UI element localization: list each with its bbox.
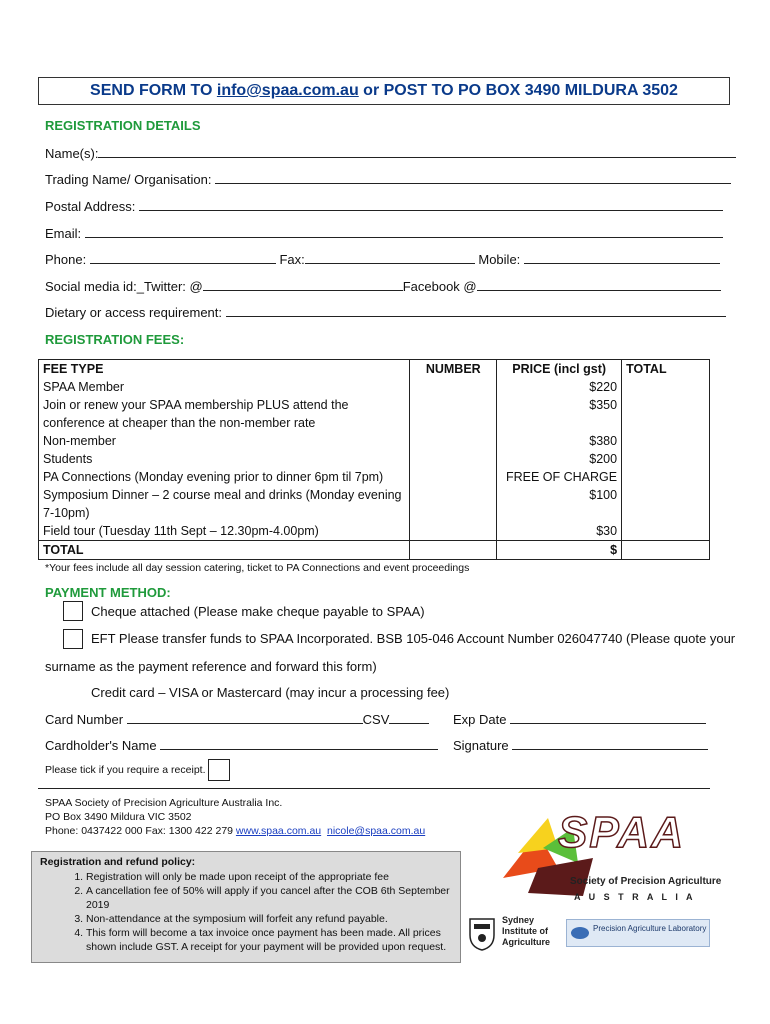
fee-row-join: Join or renew your SPAA membership PLUS attend the conference at cheaper than the non-member rate [43,398,349,430]
spaa-name: Society of Precision Agriculture [570,876,722,887]
exp-date-label: Exp Date [453,712,507,727]
spaa-country: A U S T R A L I A [574,892,696,902]
dietary-input[interactable] [226,305,726,317]
contact-po: PO Box 3490 Mildura VIC 3502 [45,811,192,823]
contact-phone-row [45,824,425,838]
eft-label-continued: surname as the payment reference and forward this form) [45,659,377,674]
policy-item: 4. This form will become a tax invoice once payment has been made. All prices shown include GST. A receipt for your payment will be provided upon request. [86,926,452,954]
price-member: $220 [589,380,618,394]
eft-checkbox[interactable] [63,629,83,649]
names-input[interactable] [98,146,736,158]
card-number-field [45,712,429,727]
fees-footnote: *Your fees include all day session catering, ticket to PA Connections and event proceedings [45,562,470,574]
contact-org: SPAA Society of Precision Agriculture Australia Inc. [45,797,283,809]
spaa-letters: SPAA [558,808,685,857]
sydney-institute-name: Sydney Institute of Agriculture [502,915,551,947]
header-banner [38,77,730,105]
number-header: NUMBER [425,362,481,376]
contact-phone: Phone: 0437422 000 Fax: 1300 422 279 [45,825,236,837]
number-column[interactable] [410,360,497,541]
names-field[interactable] [45,146,736,161]
trading-label: Trading Name/ Organisation: [45,172,212,187]
eft-label: EFT Please transfer funds to SPAA Incorporated. BSB 105-046 Account Number 026047740 (Please quote your [91,631,736,646]
policy-list [40,870,452,954]
refund-policy-box [31,851,461,963]
card-number-input[interactable] [127,712,363,724]
card-number-label: Card Number [45,712,124,727]
postal-field[interactable] [45,199,723,214]
facebook-input[interactable] [477,279,721,291]
email-field[interactable] [45,226,723,241]
fee-row-member: SPAA Member [43,380,125,394]
phone-input[interactable] [90,252,276,264]
email-input[interactable] [85,226,723,238]
policy-item: 2. A cancellation fee of 50% will apply if you cancel after the COB 6th September 2019 [86,884,452,912]
signature-field [453,738,708,753]
sydney-institute-logo [468,915,558,955]
fee-row-fieldtour: Field tour (Tuesday 11th Sept – 12.30pm-4.00pm) [43,524,319,538]
total-column[interactable] [622,360,710,541]
postal-label: Postal Address: [45,199,136,214]
csv-label: CSV [362,712,390,727]
price-connections: FREE OF CHARGE [505,470,618,484]
price-nonmember: $380 [589,434,618,448]
banner-prefix: SEND FORM TO [90,82,217,99]
price-dinner: $100 [589,488,618,502]
total-number-cell[interactable] [410,541,497,560]
exp-date-field [453,712,706,727]
registration-details-heading: REGISTRATION DETAILS [45,118,201,133]
csv-input[interactable] [389,712,429,724]
university-crest-icon [468,917,496,951]
payment-method-heading: PAYMENT METHOD: [45,585,171,600]
section-divider [38,788,710,789]
precision-ag-lab-name: Precision Agriculture Laboratory [593,924,707,933]
phone-row [45,252,720,267]
price-column [497,360,622,541]
fax-input[interactable] [305,252,475,264]
precision-ag-lab-logo [566,919,710,947]
mobile-input[interactable] [524,252,720,264]
total-header: TOTAL [626,362,667,376]
fees-table [38,359,710,560]
cheque-label: Cheque attached (Please make cheque payable to SPAA) [91,604,425,619]
fee-row-students: Students [43,452,93,466]
total-total-cell[interactable] [622,541,710,560]
total-value: $ [497,541,622,560]
cheque-checkbox[interactable] [63,601,83,621]
postal-input[interactable] [139,199,723,211]
fax-label: Fax: [279,252,305,267]
lab-emblem-icon [570,923,590,943]
policy-item: 3. Non-attendance at the symposium will forfeit any refund payable. [86,912,452,926]
policy-item: 1. Registration will only be made upon receipt of the appropriate fee [86,870,452,884]
fee-row-connections: PA Connections (Monday evening prior to dinner 6pm til 7pm) [43,470,384,484]
price-fieldtour: $30 [596,524,618,538]
social-row [45,279,721,294]
contact-email-link[interactable]: nicole@spaa.com.au [326,825,426,837]
exp-date-input[interactable] [510,712,706,724]
registration-fees-heading: REGISTRATION FEES: [45,332,185,347]
signature-input[interactable] [512,738,708,750]
fee-row-nonmember: Non-member [43,434,116,448]
trading-field[interactable] [45,172,731,187]
credit-card-label: Credit card – VISA or Mastercard (may incur a processing fee) [91,685,450,700]
total-label: TOTAL [39,541,410,560]
mobile-label: Mobile: [478,252,521,267]
email-label: Email: [45,226,82,241]
banner-email-link[interactable]: info@spaa.com.au [216,82,359,99]
twitter-label: Social media id:_Twitter: @ [45,279,203,294]
dietary-label: Dietary or access requirement: [45,305,223,320]
cardholder-input[interactable] [160,738,438,750]
fee-type-column [39,360,410,541]
cardholder-label: Cardholder's Name [45,738,157,753]
names-label: Name(s): [45,146,99,161]
price-join: $350 [589,398,618,412]
fee-type-header: FEE TYPE [43,362,104,376]
dietary-field[interactable] [45,305,726,320]
policy-heading: Registration and refund policy: [40,856,196,868]
cardholder-field [45,738,438,753]
receipt-label: Please tick if you require a receipt. [45,764,206,776]
spaa-logo [498,808,722,908]
contact-block [45,796,425,838]
price-students: $200 [589,452,618,466]
phone-label: Phone: [45,252,87,267]
trading-input[interactable] [215,172,731,184]
receipt-checkbox[interactable] [208,759,230,781]
twitter-input[interactable] [203,279,403,291]
banner-suffix: or POST TO PO BOX 3490 MILDURA 3502 [358,82,678,99]
website-link[interactable]: www.spaa.com.au [235,825,322,837]
fee-row-dinner: Symposium Dinner – 2 course meal and drinks (Monday evening 7-10pm) [43,488,402,520]
facebook-label: Facebook @ [402,279,477,294]
price-header: PRICE (incl gst) [512,362,607,376]
signature-label: Signature [453,738,509,753]
